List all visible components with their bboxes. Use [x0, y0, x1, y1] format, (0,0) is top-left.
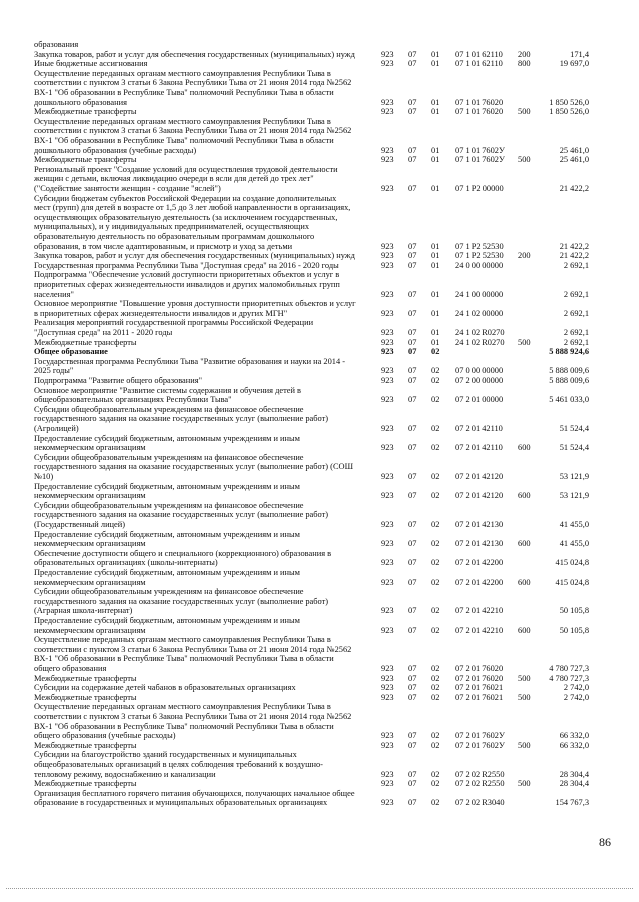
target-article-code: 07 2 01 42200 — [455, 577, 504, 587]
section-code: 07 — [408, 145, 417, 155]
target-article-code: 07 2 01 7602У — [455, 740, 505, 750]
row-name: Осуществление переданных органам местного самоуправления Республики Тыва в соответствии с пунктом 3 статьи 6 Закона Республики Тыва от 21 июня 2014 года №2562 ВХ-1 "Об образовании в Республике Тыва" полномочий Республики Тыва в области дошкольного образования (учебные расходы) — [34, 116, 352, 155]
row-name: Предоставление субсидий бюджетным, автономным учреждениям и иным некоммерческим организациям — [34, 433, 300, 453]
row-name: Субсидии на содержание детей чабанов в образовательных организациях — [34, 683, 296, 693]
row-name: Предоставление субсидий бюджетным, автономным учреждениям и иным некоммерческим организациям — [34, 481, 300, 501]
subsection-code: 01 — [431, 260, 440, 270]
section-code: 07 — [408, 97, 417, 107]
row-name: образования — [34, 40, 79, 49]
target-article-code: 24 1 02 00000 — [455, 308, 504, 318]
ministry-code: 923 — [381, 308, 394, 318]
ministry-code: 923 — [381, 558, 394, 568]
row-name: Закупка товаров, работ и услуг для обеспечения государственных (муниципальных) нужд — [34, 49, 355, 59]
table-row — [0, 587, 639, 616]
target-article-code: 07 2 01 42110 — [455, 423, 503, 433]
page-number: 86 — [599, 835, 611, 849]
table-row — [0, 453, 639, 482]
ministry-code: 923 — [381, 491, 394, 501]
subsection-code: 02 — [431, 769, 440, 779]
target-article-code: 07 2 01 76021 — [455, 692, 504, 702]
ministry-code: 923 — [381, 145, 394, 155]
row-name: Субсидии на благоустройство зданий государственных и муниципальных общеобразовательных организаций в целях соблюдения требований к воздушно- тепловому режиму, водоснабжению и канализации — [34, 750, 323, 779]
ministry-code: 923 — [381, 423, 394, 433]
subsection-code: 02 — [431, 779, 440, 789]
amount: 4 780 727,3 — [549, 673, 589, 683]
table-row — [0, 194, 639, 252]
ministry-code: 923 — [381, 327, 394, 337]
amount: 5 888 009,6 — [549, 376, 589, 385]
row-name: Межбюджетные трансферты — [34, 673, 137, 683]
subsection-code: 02 — [431, 663, 440, 673]
subsection-code: 02 — [431, 443, 440, 453]
ministry-code: 923 — [381, 692, 394, 702]
table-row — [0, 338, 639, 348]
ministry-code: 923 — [381, 155, 394, 165]
row-name: Обеспечение доступности общего и специального (коррекционного) образования в образовательных организациях (школы-интернаты) — [34, 548, 332, 568]
ministry-code: 923 — [381, 471, 394, 481]
amount: 415 024,8 — [555, 577, 589, 587]
amount: 21 422,2 — [559, 251, 589, 261]
amount: 2 742,0 — [563, 692, 589, 702]
section-code: 07 — [408, 59, 417, 69]
section-code: 07 — [408, 337, 417, 347]
amount: 5 888 009,6 — [549, 366, 589, 376]
ministry-code: 923 — [381, 183, 394, 193]
row-name: Государственная программа Республики Тыва "Развитие образования и науки на 2014 - 2025 годы" — [34, 356, 346, 376]
table-row — [0, 376, 639, 386]
subsection-code: 02 — [431, 558, 440, 568]
ministry-code: 923 — [381, 49, 394, 59]
table-row — [0, 789, 639, 808]
section-code: 07 — [408, 395, 417, 405]
expense-type-code: 200 — [518, 49, 531, 59]
section-code: 07 — [408, 692, 417, 702]
expense-type-code: 500 — [518, 107, 531, 117]
section-code: 07 — [408, 558, 417, 568]
row-name: Субсидии общеобразовательным учреждениям на финансовое обеспечение государственного задания на оказание государственных услуг (выполнение работ) (Агролицей) — [34, 404, 329, 433]
subsection-code: 01 — [431, 107, 440, 117]
subsection-code: 02 — [431, 606, 440, 616]
row-name: Межбюджетные трансферты — [34, 740, 137, 750]
target-article-code: 07 1 01 76020 — [455, 97, 504, 107]
ministry-code: 923 — [381, 683, 394, 693]
target-article-code: 07 1 P2 52530 — [455, 241, 504, 251]
expense-type-code: 600 — [518, 443, 531, 453]
section-code: 07 — [408, 107, 417, 117]
target-article-code: 07 2 01 42200 — [455, 558, 504, 568]
target-article-code: 24 0 00 00000 — [455, 260, 504, 270]
amount: 66 332,0 — [559, 740, 589, 750]
ministry-code: 923 — [381, 366, 394, 376]
row-name: Реализация мероприятий государственной программы Российской Федерации "Доступная среда" на 2011 - 2020 годы — [34, 318, 314, 337]
table-row — [0, 270, 639, 299]
target-article-code: 24 1 02 R0270 — [455, 337, 505, 347]
section-code: 07 — [408, 347, 417, 357]
table-row — [0, 59, 639, 69]
row-name: Государственная программа Республики Тыва "Доступная среда" на 2016 - 2020 годы — [34, 260, 339, 270]
subsection-code: 01 — [431, 327, 440, 337]
table-row — [0, 616, 639, 635]
section-code: 07 — [408, 673, 417, 683]
expense-type-code: 500 — [518, 740, 531, 750]
ministry-code: 923 — [381, 59, 394, 69]
row-name: Субсидии общеобразовательным учреждениям на финансовое обеспечение государственного задания на оказание государственных услуг (выполнение работ) (Аграрная школа-интернат) — [34, 587, 329, 616]
table-row — [0, 386, 639, 405]
amount: 28 304,4 — [559, 769, 589, 779]
subsection-code: 01 — [431, 289, 440, 299]
row-name: Общее образование — [34, 347, 108, 357]
amount: 415 024,8 — [555, 558, 589, 568]
subsection-code: 02 — [431, 376, 440, 385]
ministry-code: 923 — [381, 241, 394, 251]
subsection-code: 02 — [431, 683, 440, 693]
ministry-code: 923 — [381, 260, 394, 270]
target-article-code: 07 2 02 R2550 — [455, 769, 505, 779]
target-article-code: 07 2 01 42110 — [455, 443, 503, 453]
target-article-code: 07 0 00 00000 — [455, 366, 504, 376]
section-code: 07 — [408, 366, 417, 376]
row-name: Предоставление субсидий бюджетным, автономным учреждениям и иным некоммерческим организациям — [34, 529, 300, 549]
amount: 50 105,8 — [559, 606, 589, 616]
table-row — [0, 482, 639, 501]
amount: 41 455,0 — [559, 539, 589, 549]
table-row — [0, 702, 639, 740]
subsection-code: 02 — [431, 625, 440, 635]
amount: 66 332,0 — [559, 731, 589, 741]
expense-type-code: 600 — [518, 625, 531, 635]
target-article-code: 07 2 02 R3040 — [455, 798, 505, 808]
amount: 28 304,4 — [559, 779, 589, 789]
amount: 5 888 924,6 — [549, 347, 589, 357]
expense-type-code: 500 — [518, 692, 531, 702]
table-row — [0, 501, 639, 530]
table-row — [0, 779, 639, 789]
row-name: Осуществление переданных органам местного самоуправления Республики Тыва в соответствии с пунктом 3 статьи 6 Закона Республики Тыва от 21 июня 2014 года №2562 ВХ-1 "Об образовании в Республике Тыва" полномочий Республики Тыва в области общего образования (учебные расходы) — [34, 702, 352, 741]
ministry-code: 923 — [381, 769, 394, 779]
ministry-code: 923 — [381, 443, 394, 453]
ministry-code: 923 — [381, 519, 394, 529]
subsection-code: 02 — [431, 673, 440, 683]
amount: 50 105,8 — [559, 625, 589, 635]
table-row — [0, 155, 639, 165]
section-code: 07 — [408, 798, 417, 808]
section-code: 07 — [408, 423, 417, 433]
subsection-code: 02 — [431, 539, 440, 549]
amount: 53 121,9 — [559, 491, 589, 501]
row-name: Осуществление переданных органам местного самоуправления Республики Тыва в соответствии с пунктом 3 статьи 6 Закона Республики Тыва от 21 июня 2014 года №2562 ВХ-1 "Об образовании в Республике Тыва" полномочий Республики Тыва в области общего образования — [34, 635, 352, 673]
expense-type-code: 800 — [518, 59, 531, 69]
expense-type-code: 600 — [518, 491, 531, 501]
subsection-code: 01 — [431, 155, 440, 165]
row-name: Региональный проект "Создание условий для осуществления трудовой деятельности женщин с детьми, включая ликвидацию очереди в ясли для детей до трех лет" ("Содействие занятости женщин - создание "яслей") — [34, 164, 338, 193]
target-article-code: 07 2 01 76020 — [455, 673, 504, 683]
section-code: 07 — [408, 308, 417, 318]
target-article-code: 07 1 01 62110 — [455, 59, 503, 69]
section-code: 07 — [408, 443, 417, 453]
section-code: 07 — [408, 683, 417, 693]
target-article-code: 07 2 01 76020 — [455, 663, 504, 673]
expense-type-code: 500 — [518, 155, 531, 165]
subsection-code: 01 — [431, 337, 440, 347]
target-article-code: 07 1 P2 00000 — [455, 183, 504, 193]
ministry-code: 923 — [381, 395, 394, 405]
ministry-code: 923 — [381, 539, 394, 549]
subsection-code: 01 — [431, 183, 440, 193]
amount: 51 524,4 — [559, 443, 589, 453]
subsection-code: 02 — [431, 395, 440, 405]
subsection-code: 02 — [431, 491, 440, 501]
amount: 2 692,1 — [563, 337, 589, 347]
row-name: Межбюджетные трансферты — [34, 779, 137, 789]
target-article-code: 07 1 01 7602У — [455, 155, 505, 165]
subsection-code: 01 — [431, 145, 440, 155]
section-code: 07 — [408, 740, 417, 750]
amount: 41 455,0 — [559, 519, 589, 529]
amount: 2 742,0 — [563, 683, 589, 693]
table-row — [0, 165, 639, 194]
amount: 21 422,2 — [559, 183, 589, 193]
section-code: 07 — [408, 471, 417, 481]
target-article-code: 07 1 P2 52530 — [455, 251, 504, 261]
ministry-code: 923 — [381, 347, 394, 357]
target-article-code: 07 1 01 62110 — [455, 49, 503, 59]
row-name: Предоставление субсидий бюджетным, автономным учреждениям и иным некоммерческим организациям — [34, 616, 300, 635]
table-row — [0, 357, 639, 376]
ministry-code: 923 — [381, 289, 394, 299]
section-code: 07 — [408, 606, 417, 616]
table-row — [0, 635, 639, 673]
section-code: 07 — [408, 625, 417, 635]
target-article-code: 07 2 01 42210 — [455, 625, 504, 635]
subsection-code: 02 — [431, 740, 440, 750]
ministry-code: 923 — [381, 779, 394, 789]
row-name: Подпрограмма "Развитие общего образования" — [34, 376, 203, 385]
ministry-code: 923 — [381, 740, 394, 750]
table-row — [0, 750, 639, 779]
target-article-code: 07 2 01 42120 — [455, 471, 504, 481]
section-code: 07 — [408, 155, 417, 165]
row-name: Субсидии общеобразовательным учреждениям на финансовое обеспечение государственного задания на оказание государственных услуг (выполнение работ) (Государственный лицей) — [34, 500, 329, 529]
section-code: 07 — [408, 779, 417, 789]
target-article-code: 24 1 02 R0270 — [455, 327, 505, 337]
table-row — [0, 107, 639, 117]
subsection-code: 01 — [431, 308, 440, 318]
subsection-code: 02 — [431, 366, 440, 376]
ministry-code: 923 — [381, 731, 394, 741]
expense-type-code: 600 — [518, 539, 531, 549]
subsection-code: 01 — [431, 49, 440, 59]
target-article-code: 07 2 01 00000 — [455, 395, 504, 405]
subsection-code: 02 — [431, 577, 440, 587]
table-row — [0, 50, 639, 60]
ministry-code: 923 — [381, 107, 394, 117]
amount: 2 692,1 — [563, 260, 589, 270]
amount: 53 121,9 — [559, 471, 589, 481]
amount: 1 850 526,0 — [549, 107, 589, 117]
section-code: 07 — [408, 519, 417, 529]
section-code: 07 — [408, 491, 417, 501]
subsection-code: 01 — [431, 97, 440, 107]
table-row — [0, 261, 639, 271]
ministry-code: 923 — [381, 606, 394, 616]
table-row — [0, 434, 639, 453]
amount: 154 767,3 — [555, 798, 589, 808]
expense-type-code: 500 — [518, 337, 531, 347]
row-name: Основное мероприятие "Развитие системы содержания и обучения детей в общеобразовательных организациях Республики Тыва" — [34, 385, 301, 405]
section-code: 07 — [408, 577, 417, 587]
row-name: Основное мероприятие "Повышение уровня доступности приоритетных объектов и услуг в приоритетных сферах жизнедеятельности инвалидов и других МГН" — [34, 299, 356, 318]
table-row — [0, 693, 639, 703]
amount: 25 461,0 — [559, 155, 589, 165]
target-article-code: 07 2 01 42130 — [455, 539, 504, 549]
subsection-code: 02 — [431, 423, 440, 433]
row-name: Межбюджетные трансферты — [34, 155, 137, 165]
target-article-code: 07 2 01 42120 — [455, 491, 504, 501]
section-code: 07 — [408, 539, 417, 549]
row-name: Предоставление субсидий бюджетным, автономным учреждениям и иным некоммерческим организациям — [34, 568, 300, 587]
amount: 171,4 — [570, 49, 589, 59]
ministry-code: 923 — [381, 798, 394, 808]
subsection-code: 01 — [431, 251, 440, 261]
table-row — [0, 405, 639, 434]
target-article-code: 07 2 01 76021 — [455, 683, 504, 693]
table-row — [0, 683, 639, 693]
table-row — [0, 347, 639, 357]
expense-type-code: 500 — [518, 673, 531, 683]
amount: 1 850 526,0 — [549, 97, 589, 107]
amount: 5 461 033,0 — [549, 395, 589, 405]
target-article-code: 07 2 01 42130 — [455, 519, 504, 529]
subsection-code: 02 — [431, 798, 440, 808]
ministry-code: 923 — [381, 376, 394, 385]
subsection-code: 02 — [431, 519, 440, 529]
ministry-code: 923 — [381, 251, 394, 261]
table-row — [0, 530, 639, 549]
amount: 25 461,0 — [559, 145, 589, 155]
section-code: 07 — [408, 289, 417, 299]
subsection-code: 01 — [431, 241, 440, 251]
table-row — [0, 568, 639, 587]
subsection-code: 02 — [431, 471, 440, 481]
bottom-rule — [6, 888, 633, 889]
ministry-code: 923 — [381, 663, 394, 673]
row-name: Подпрограмма "Обеспечение условий доступности приоритетных объектов и услуг в приоритетных сферах жизнедеятельности инвалидов и других маломобильных групп населения" — [34, 270, 340, 299]
section-code: 07 — [408, 49, 417, 59]
subsection-code: 02 — [431, 347, 440, 357]
subsection-code: 02 — [431, 692, 440, 702]
target-article-code: 07 2 00 00000 — [455, 376, 504, 385]
section-code: 07 — [408, 251, 417, 261]
expense-type-code: 200 — [518, 251, 531, 261]
ministry-code: 923 — [381, 577, 394, 587]
row-name: Субсидии общеобразовательным учреждениям на финансовое обеспечение государственного задания на оказание государственных услуг (выполнение работ) (СОШ №10) — [34, 452, 354, 481]
target-article-code: 07 2 01 42210 — [455, 606, 504, 616]
ministry-code: 923 — [381, 97, 394, 107]
amount: 19 697,0 — [559, 59, 589, 69]
amount: 2 692,1 — [563, 289, 589, 299]
row-name: Межбюджетные трансферты — [34, 107, 137, 117]
section-code: 07 — [408, 260, 417, 270]
section-code: 07 — [408, 663, 417, 673]
row-name: Осуществление переданных органам местного самоуправления Республики Тыва в соответствии с пунктом 3 статьи 6 Закона Республики Тыва от 21 июня 2014 года №2562 ВХ-1 "Об образовании в Республике Тыва" полномочий Республики Тыва в области дошкольного образования — [34, 68, 352, 107]
expense-type-code: 600 — [518, 577, 531, 587]
table-row — [0, 318, 639, 337]
row-name: Закупка товаров, работ и услуг для обеспечения государственных (муниципальных) нужд — [34, 251, 355, 261]
target-article-code: 07 2 02 R2550 — [455, 779, 505, 789]
row-name: Субсидии бюджетам субъектов Российской Федерации на создание дополнительных мест (групп) для детей в возрасте от 1,5 до 3 лет любой направленности в организациях, осуществляющих образовательную деятельность (за исключением государственных, муниципальных), и у индивидуальных предпринимателей, осуществляющих образовательную деятельность по образовательным программам дошкольного образования, в том числе адаптированным, и присмотр и уход за детьми — [34, 193, 351, 251]
target-article-code: 07 2 01 7602У — [455, 731, 505, 741]
table-row — [0, 674, 639, 684]
table-row — [0, 741, 639, 751]
row-name: Иные бюджетные ассигнования — [34, 59, 148, 69]
row-name: Межбюджетные трансферты — [34, 337, 137, 347]
target-article-code: 07 1 01 76020 — [455, 107, 504, 117]
ministry-code: 923 — [381, 673, 394, 683]
expense-type-code: 500 — [518, 779, 531, 789]
section-code: 07 — [408, 731, 417, 741]
target-article-code: 24 1 00 00000 — [455, 289, 504, 299]
table-row — [0, 117, 639, 155]
amount: 51 524,4 — [559, 423, 589, 433]
table-row — [0, 40, 639, 50]
subsection-code: 02 — [431, 731, 440, 741]
section-code: 07 — [408, 327, 417, 337]
section-code: 07 — [408, 241, 417, 251]
ministry-code: 923 — [381, 625, 394, 635]
table-row — [0, 69, 639, 107]
amount: 2 692,1 — [563, 308, 589, 318]
section-code: 07 — [408, 376, 417, 385]
row-name: Межбюджетные трансферты — [34, 692, 137, 702]
amount: 2 692,1 — [563, 327, 589, 337]
target-article-code: 07 1 01 7602У — [455, 145, 505, 155]
subsection-code: 01 — [431, 59, 440, 69]
amount: 4 780 727,3 — [549, 663, 589, 673]
table-row — [0, 299, 639, 318]
table-row — [0, 549, 639, 568]
row-name: Организация бесплатного горячего питания обучающихся, получающих начальное общее образование в государственных и муниципальных образовательных организациях — [34, 788, 355, 808]
ministry-code: 923 — [381, 337, 394, 347]
amount: 21 422,2 — [559, 241, 589, 251]
table-row — [0, 251, 639, 261]
section-code: 07 — [408, 769, 417, 779]
section-code: 07 — [408, 183, 417, 193]
